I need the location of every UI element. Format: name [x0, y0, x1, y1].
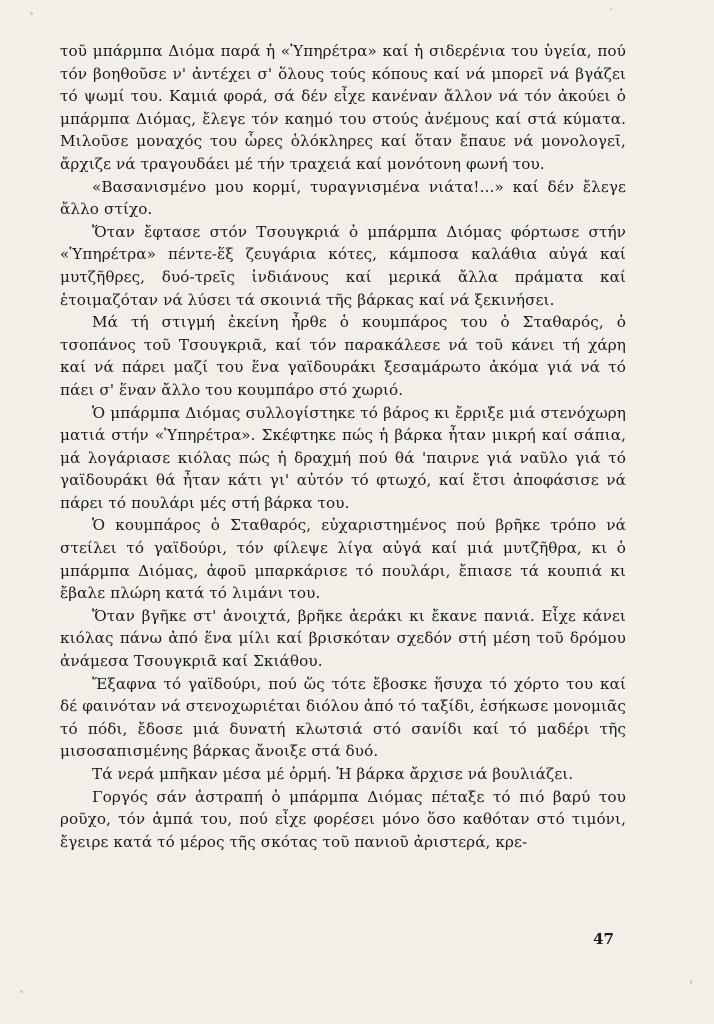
scan-speck [690, 980, 692, 984]
paragraph-10: Γοργός σάν ἀστραπή ὁ μπάρμπα Διόμας πέταξε τό πιό βαρύ του ροῦχο, τόν ἀμπά του, πού εἶχε φορέσει μόνο ὅσο καθόταν στό τιμόνι, ἔγειρε κατά τό μέρος τῆς σκότας τοῦ πανιοῦ ἀριστερά, κρε- [60, 787, 626, 851]
paragraph-1: τοῦ μπάρμπα Διόμα παρά ἡ «Ὑπηρέτρα» καί ἡ σιδερένια του ὑγεία, πού τόν βοηθοῦσε ν' ἀντέχει σ' ὅλους τούς κόπους καί νά μπορεῖ νά βγάζει τό ψωμί του. Καμιά φορά, σά δέν εἶχε κανέναν ἄλλον νά τόν ἀκούει ὁ μπάρμπα Διόμας, ἔλεγε τόν καημό του στούς ἀνέμους καί στά κύματα. Μιλοῦσε μοναχός του ὧρες ὁλόκληρες καί ὅταν ἔπαυε νά μονολογεῖ, ἄρχιζε νά τραγουδάει μέ τήν τραχειά καί μονότονη φωνή του. [60, 42, 626, 173]
scan-speck [30, 12, 33, 15]
paragraph-5: Ὁ μπάρμπα Διόμας συλλογίστηκε τό βάρος κι ἔρριξε μιά στενόχωρη ματιά στήν «Ὑπηρέτρα». Σκέφτηκε πώς ἡ βάρκα ἦταν μικρή καί σάπια, μά λογάριασε κιόλας πώς ἡ δραχμή πού θά 'παιρνε γιά ναῦλο γιά τό γαϊδουράκι θά ἦταν κάτι γι' αὐτόν τό φτωχό, καί ἔτσι ἀποφάσισε νά πάρει τό πουλάρι μές στή βάρκα του. [60, 403, 626, 512]
page-number: 47 [593, 930, 614, 948]
page-body [60, 40, 626, 853]
paragraph-3: Ὅταν ἔφτασε στόν Τσουγκριά ὁ μπάρμπα Διόμας φόρτωσε στήν «Ὑπηρέτρα» πέντε-ἕξ ζευγάρια κότες, κάμποσα καλάθια αὐγά καί μυτζῆθρες, δυό-τρεῖς ἰνδιάνους καί μερικά ἄλλα πράματα καί ἑτοιμαζόταν νά λύσει τά σκοινιά τῆς βάρκας καί νά ξεκινήσει. [60, 222, 626, 309]
paragraph-8: Ἔξαφνα τό γαϊδούρι, πού ὥς τότε ἔβοσκε ἥσυχα τό χόρτο του καί δέ φαινόταν νά στενοχωριέται διόλου ἀπό τό ταξίδι, ἐσήκωσε μονομιᾶς τό πόδι, ἔδοσε μιά δυνατή κλωτσιά στό σανίδι καί τό μαδέρι τῆς μισοσαπισμένης βάρκας ἄνοιξε στά δυό. [60, 674, 626, 761]
scan-speck [610, 8, 612, 10]
paragraph-4: Μά τή στιγμή ἐκείνη ἦρθε ὁ κουμπάρος του ὁ Σταθαρός, ὁ τσοπάνος τοῦ Τσουγκριᾶ, καί τόν παρακάλεσε νά τοῦ κάνει τή χάρη καί νά πάρει μαζί του ἕνα γαϊδουράκι ξεσαμάρωτο ἀκόμα γιά νά τό πάει σ' ἕναν ἄλλο του κουμπάρο στό χωριό. [60, 313, 626, 399]
paragraph-9: Τά νερά μπῆκαν μέσα μέ ὁρμή. Ἡ βάρκα ἄρχισε νά βουλιάζει. [92, 765, 574, 783]
scan-speck [20, 990, 23, 993]
paragraph-6: Ὁ κουμπάρος ὁ Σταθαρός, εὐχαριστημένος πού βρῆκε τρόπο νά στείλει τό γαϊδούρι, τόν φίλεψε λίγα αὐγά καί μιά μυτζῆθρα, κι ὁ μπάρμπα Διόμας, ἀφοῦ μπαρκάρισε τό πουλάρι, ἔπιασε τά κουπιά κι ἔβαλε πλώρη κατά τό λιμάνι του. [60, 516, 626, 603]
paragraph-7: Ὅταν βγῆκε στ' ἀνοιχτά, βρῆκε ἀεράκι κι ἔκανε πανιά. Εἶχε κάνει κιόλας πάνω ἀπό ἕνα μίλι καί βρισκόταν σχεδόν στή μέση τοῦ δρόμου ἀνάμεσα Τσουγκριᾶ καί Σκιάθου. [60, 606, 626, 671]
paragraph-2: «Βασανισμένο μου κορμί, τυραγνισμένα νιάτα!...» καί δέν ἔλεγε ἄλλο στίχο. [60, 177, 626, 219]
